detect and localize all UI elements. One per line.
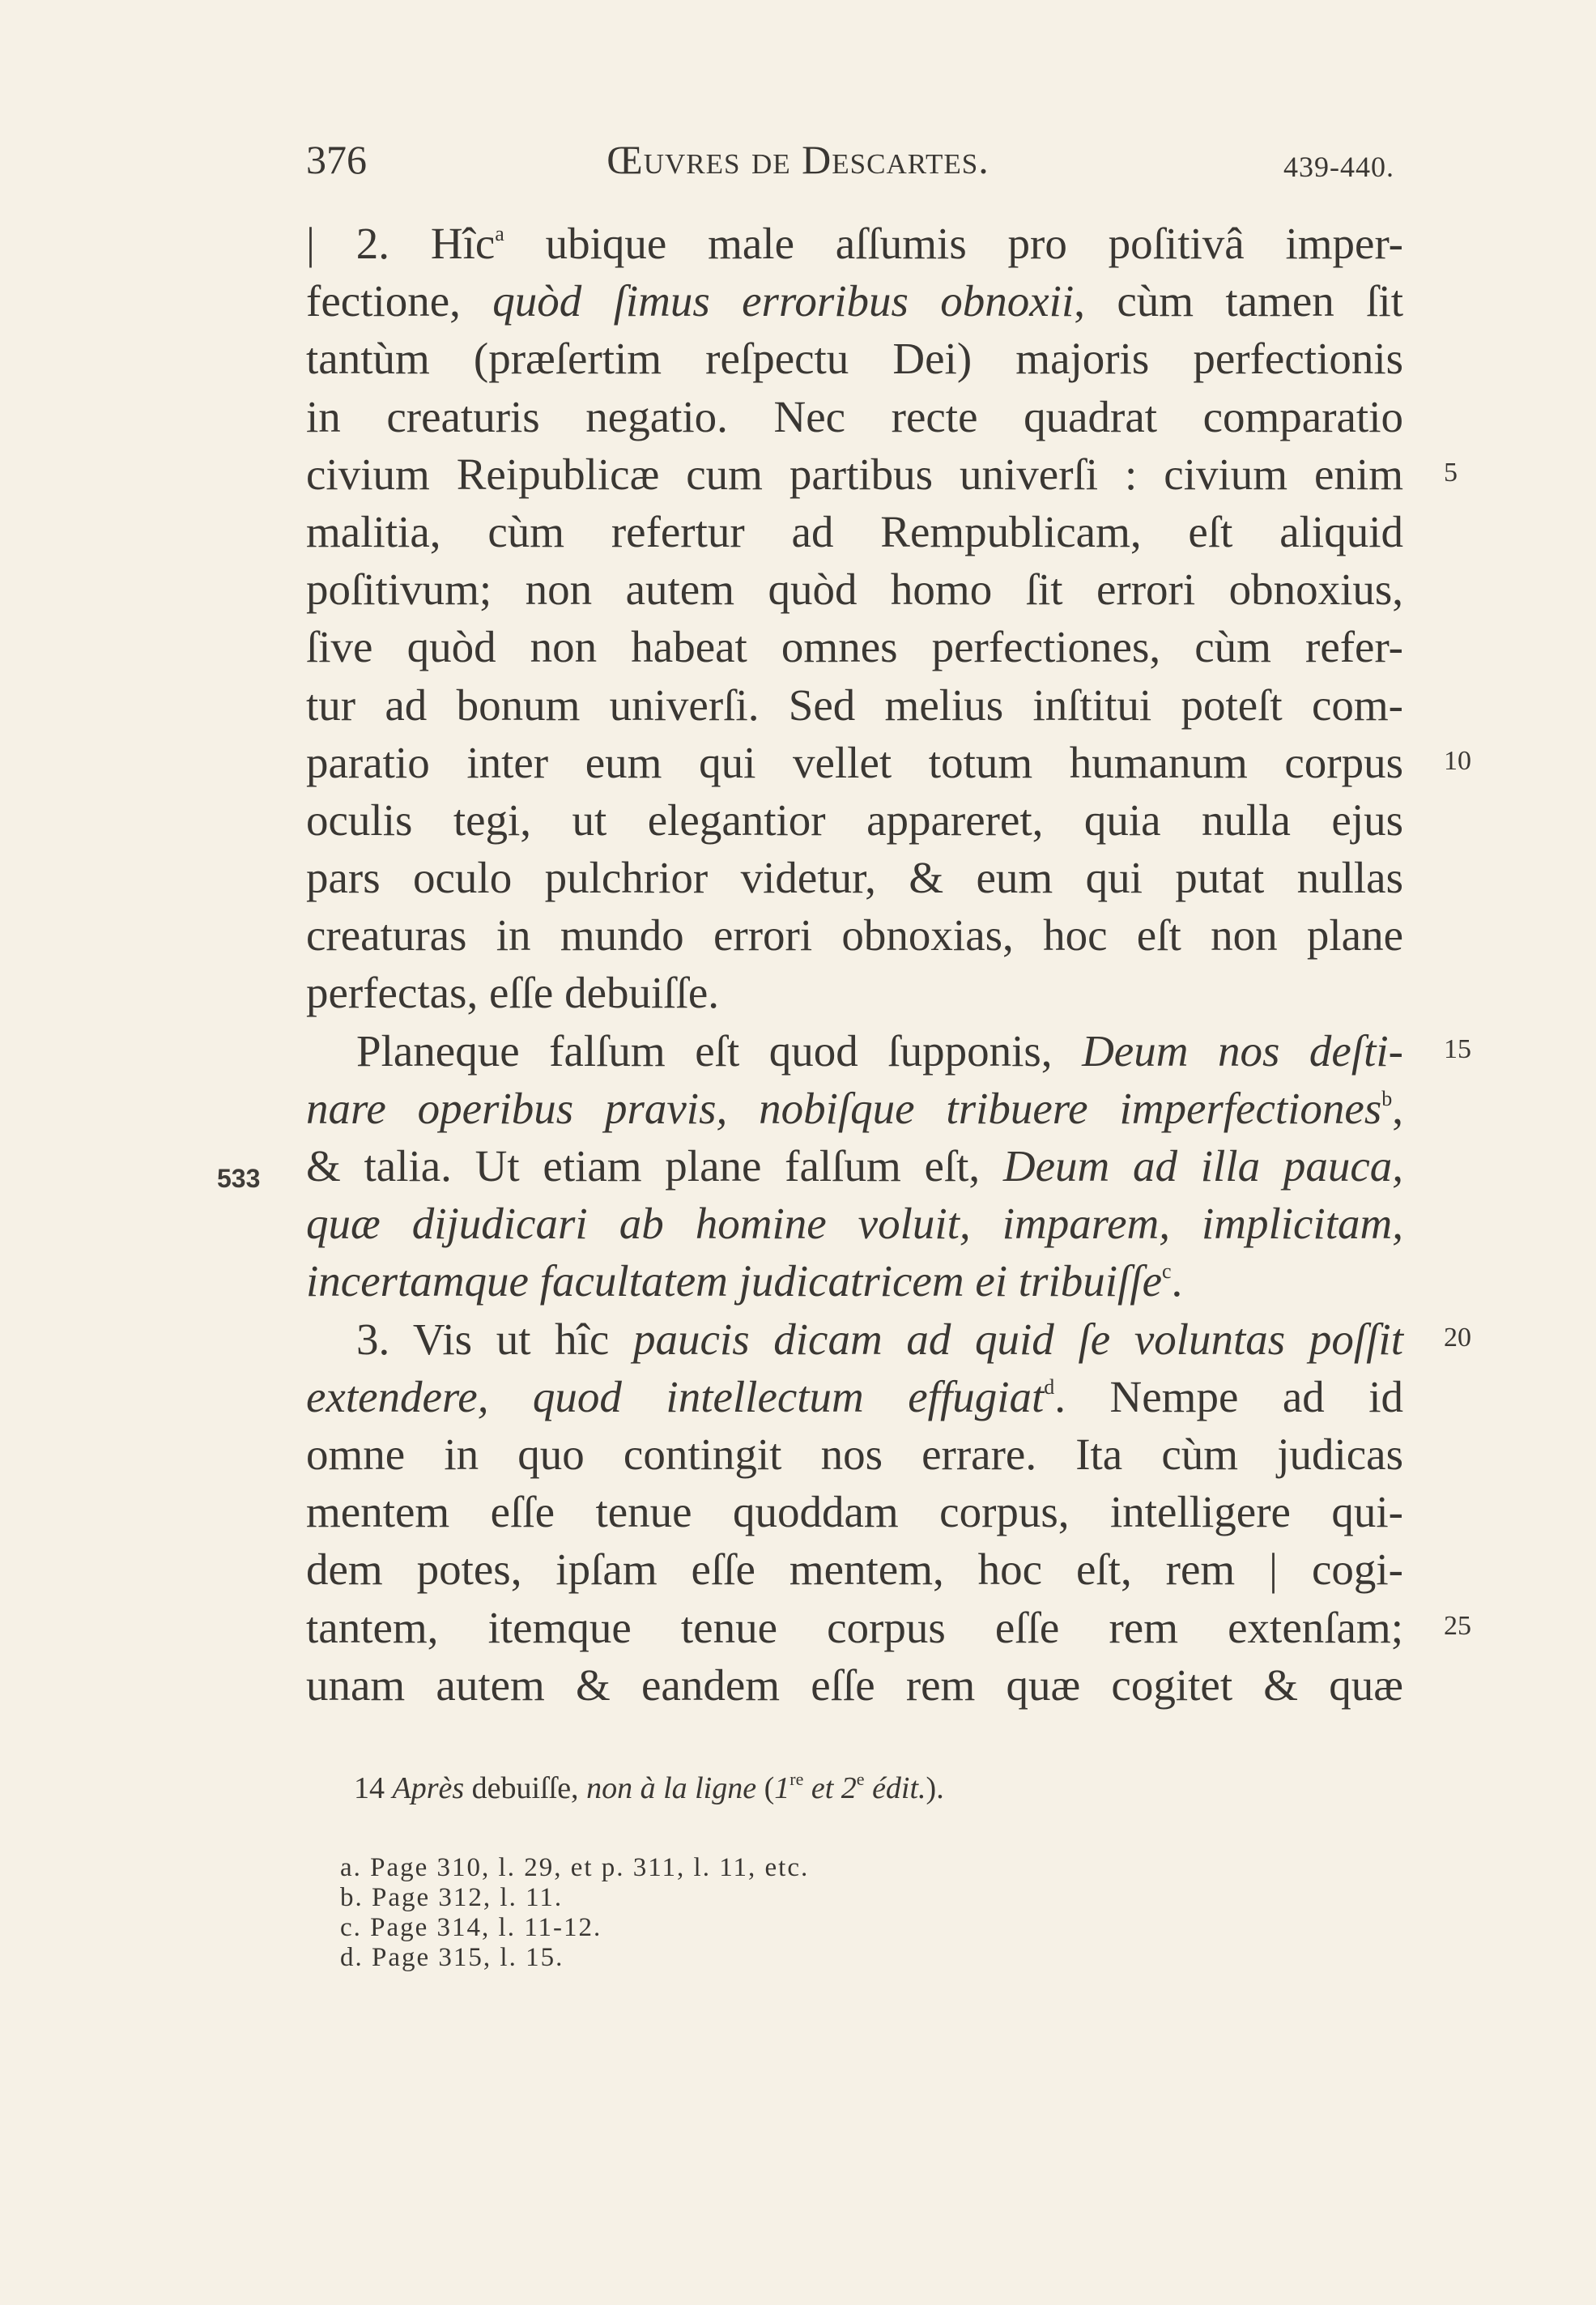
footnote-ref-a: a <box>495 222 504 245</box>
text-line: tantùm (præſertim reſpectu Dei) majoris perfectionis <box>306 334 1403 384</box>
footnote-ref-c: c <box>1161 1259 1172 1284</box>
running-title: Œuvres de Descartes. <box>606 137 990 182</box>
text-line: civium Reipublicæ cum partibus univerſi : civium enim <box>306 449 1403 499</box>
text-line: paratio inter eum qui vellet totum humanum corpus <box>306 737 1403 787</box>
footnote-d: d. Page 315, l. 15. <box>340 1943 564 1972</box>
text-line: incertamque facultatem judicatricem ei tribuiſſe$^c$. <box>306 1256 1183 1306</box>
text-line: creaturas in mundo errori obnoxias, hoc eſt non plane <box>306 910 1403 961</box>
text-line: nare operibus pravis, nobiſque tribuere imperfectiones$^b$, <box>306 1083 1403 1133</box>
text-line: fectione, quòd ſimus erroribus obnoxii, cùm tamen ſit <box>306 276 1403 326</box>
page-number: 376 <box>306 137 367 182</box>
text-line: | 2. Hîc$^a$ ubique male aſſumis pro poſitivâ imper- <box>306 219 1403 268</box>
line-number-10: 10 <box>1444 746 1471 776</box>
text-line: tur ad bonum univerſi. Sed melius inſtitui poteſt com- <box>306 680 1403 730</box>
edition-page-marker: 533 <box>217 1164 261 1193</box>
text-line: quæ dijudicari ab homine voluit, imparem, implicitam, <box>306 1199 1403 1249</box>
text-line: dem potes, ipſam eſſe mentem, hoc eſt, rem | cogi- <box>306 1544 1403 1595</box>
page-range: 439-440. <box>1283 151 1394 183</box>
text-line: pars oculo pulchrior videtur, & eum qui putat nullas <box>306 853 1403 903</box>
text-line: Planeque falſum eſt quod ſupponis, Deum nos deſti- <box>356 1025 1403 1076</box>
text-line: oculis tegi, ut elegantior appareret, quia nulla ejus <box>306 795 1403 845</box>
text-line: perfectas, eſſe debuiſſe. <box>306 968 720 1018</box>
line-number-15: 15 <box>1444 1034 1471 1064</box>
footnote-a: a. Page 310, l. 29, et p. 311, l. 11, etc. <box>340 1853 810 1882</box>
text-line: in creaturis negatio. Nec recte quadrat comparatio <box>306 391 1403 441</box>
body-text <box>306 215 1403 1714</box>
text-line: omne in quo contingit nos errare. Ita cùm judicas <box>306 1429 1403 1479</box>
text-line: extendere, quod intellectum effugiat$^d$. Nempe ad id <box>306 1371 1404 1421</box>
text-line: ſive quòd non habeat omnes perfectiones, cùm refer- <box>306 622 1403 672</box>
footnote-c: c. Page 314, l. 11-12. <box>340 1913 602 1942</box>
footnote-b: b. Page 312, l. 11. <box>340 1883 564 1912</box>
footnotes <box>340 1853 809 1973</box>
text-line: & talia. Ut etiam plane falſum eſt, Deum ad illa pauca, <box>306 1141 1403 1191</box>
text-line: unam autem & eandem eſſe rem quæ cogitet & quæ <box>306 1660 1403 1710</box>
variant-note: 14 Après debuiſſe, non à la ligne (1re et 2e édit.). <box>354 1769 944 1805</box>
text-line: mentem eſſe tenue quoddam corpus, intelligere qui- <box>306 1487 1403 1537</box>
text-line: 3. Vis ut hîc paucis dicam ad quid ſe voluntas poſſit <box>356 1314 1403 1364</box>
line-number-5: 5 <box>1444 458 1458 488</box>
footnote-ref-d: d <box>1044 1374 1055 1399</box>
text-line: malitia, cùm refertur ad Rempublicam, eſt aliquid <box>306 506 1403 556</box>
footnote-ref-b: b <box>1381 1086 1393 1110</box>
text-line: poſitivum; non autem quòd homo ſit errori obnoxius, <box>306 565 1403 615</box>
line-number-20: 20 <box>1444 1323 1471 1353</box>
text-line: tantem, itemque tenue corpus eſſe rem extenſam; <box>306 1602 1403 1652</box>
line-number-25: 25 <box>1444 1611 1471 1641</box>
